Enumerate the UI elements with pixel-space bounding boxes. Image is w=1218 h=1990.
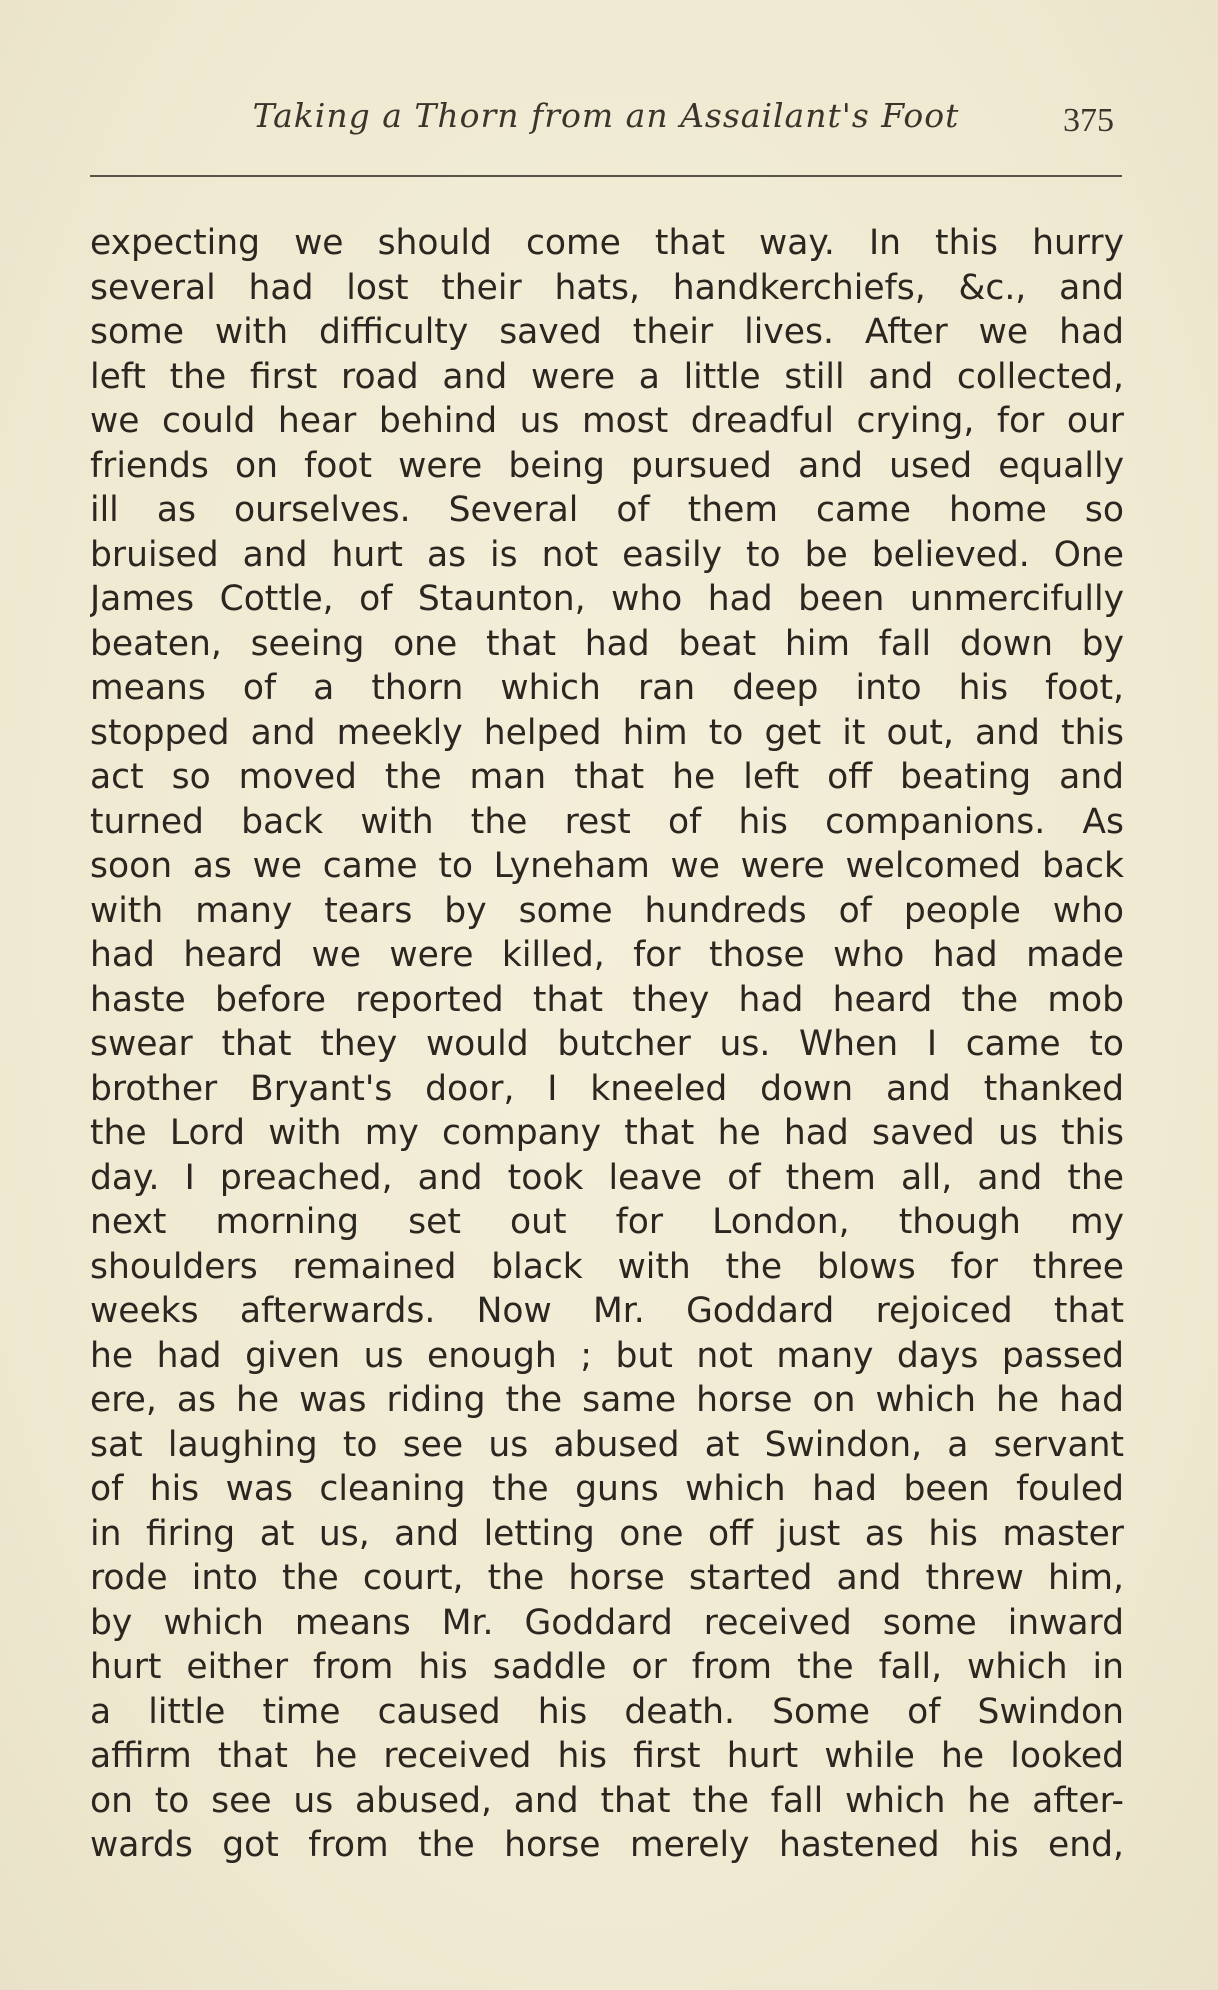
text-line: James Cottle, of Staunton, who had been unmercifully <box>90 579 1124 619</box>
text-line: hurt either from his saddle or from the fall, which in <box>90 1647 1124 1687</box>
text-line: ere, as he was riding the same horse on which he had <box>90 1380 1124 1420</box>
text-line: several had lost their hats, handkerchiefs, &c., and <box>90 267 1124 308</box>
page-number: 375 <box>1063 102 1114 139</box>
text-line: weeks afterwards. Now Mr. Goddard rejoiced that <box>90 1291 1124 1331</box>
header-rule <box>90 175 1122 177</box>
text-line: haste before reported that they had heard the mob <box>90 979 1124 1020</box>
text-line: brother Bryant's door, I kneeled down and thanked <box>90 1068 1124 1109</box>
text-line: we could hear behind us most dreadful crying, for our <box>90 401 1124 441</box>
text-line: next morning set out for London, though my <box>90 1202 1124 1242</box>
text-line: beaten, seeing one that had beat him fall down by <box>90 623 1124 664</box>
text-line: soon as we came to Lyneham we were welcomed back <box>90 846 1124 886</box>
text-line: act so moved the man that he left off beating and <box>90 757 1124 797</box>
text-line: he had given us enough ; but not many days passed <box>90 1335 1124 1376</box>
body-text <box>90 221 1124 1868</box>
text-line: on to see us abused, and that the fall which he after- <box>90 1780 1124 1821</box>
text-line: had heard we were killed, for those who had made <box>90 935 1124 975</box>
running-title: Taking a Thorn from an Assailant's Foot <box>252 96 960 135</box>
text-line: rode into the court, the horse started and threw him, <box>90 1558 1124 1598</box>
text-line: affirm that he received his first hurt while he looked <box>90 1736 1124 1776</box>
text-line: left the first road and were a little still and collected, <box>90 356 1124 397</box>
text-line: day. I preached, and took leave of them all, and the <box>90 1157 1124 1198</box>
text-line: the Lord with my company that he had saved us this <box>90 1113 1124 1153</box>
text-line: friends on foot were being pursued and used equally <box>90 445 1124 486</box>
text-line: shoulders remained black with the blows for three <box>90 1246 1124 1287</box>
text-line: expecting we should come that way. In this hurry <box>90 223 1124 263</box>
text-line: means of a thorn which ran deep into his foot, <box>90 668 1124 708</box>
text-line: in firing at us, and letting one off just as his master <box>90 1513 1124 1554</box>
text-line: by which means Mr. Goddard received some inward <box>90 1602 1124 1643</box>
text-line: with many tears by some hundreds of people who <box>90 890 1124 931</box>
text-line: sat laughing to see us abused at Swindon, a servant <box>90 1424 1124 1465</box>
text-line: a little time caused his death. Some of Swindon <box>90 1691 1124 1732</box>
running-head <box>90 96 1122 156</box>
text-line: wards got from the horse merely hastened his end, <box>90 1825 1124 1865</box>
text-line: of his was cleaning the guns which had been fouled <box>90 1469 1124 1509</box>
text-line: turned back with the rest of his companions. As <box>90 801 1124 842</box>
text-line: some with difficulty saved their lives. After we had <box>90 312 1124 352</box>
text-line: stopped and meekly helped him to get it out, and this <box>90 712 1124 753</box>
text-line: bruised and hurt as is not easily to be believed. One <box>90 534 1124 575</box>
text-line: ill as ourselves. Several of them came home so <box>90 490 1124 530</box>
text-line: swear that they would butcher us. When I came to <box>90 1024 1124 1064</box>
